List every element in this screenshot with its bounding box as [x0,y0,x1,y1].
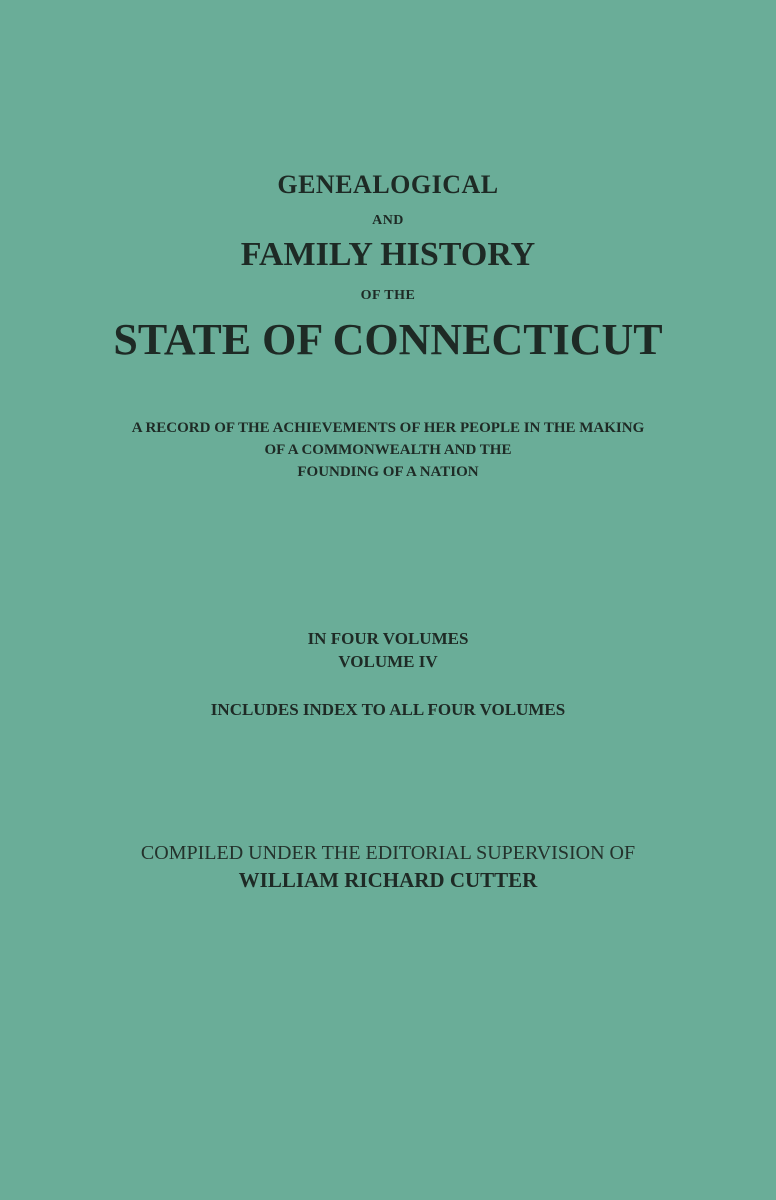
subtitle-line-1: A RECORD OF THE ACHIEVEMENTS OF HER PEOPLE IN THE MAKING [131,420,645,436]
editor-name: WILLIAM RICHARD CUTTER [238,868,538,892]
index-note: INCLUDES INDEX TO ALL FOUR VOLUMES [210,700,566,719]
subtitle-line-2: OF A COMMONWEALTH AND THE [264,442,512,458]
title-line-and: AND [372,213,404,228]
credit-prefix: COMPILED UNDER THE EDITORIAL SUPERVISION OF [140,842,636,864]
subtitle-line-3: FOUNDING OF A NATION [297,464,479,480]
volume-set-label: IN FOUR VOLUMES [307,629,469,648]
title-line-of-the: OF THE [360,288,416,303]
title-line-state: STATE OF CONNECTICUT [113,315,663,364]
volume-number-label: VOLUME IV [338,652,438,671]
title-line-family-history: FAMILY HISTORY [240,236,536,273]
title-line-genealogical: GENEALOGICAL [277,170,499,199]
